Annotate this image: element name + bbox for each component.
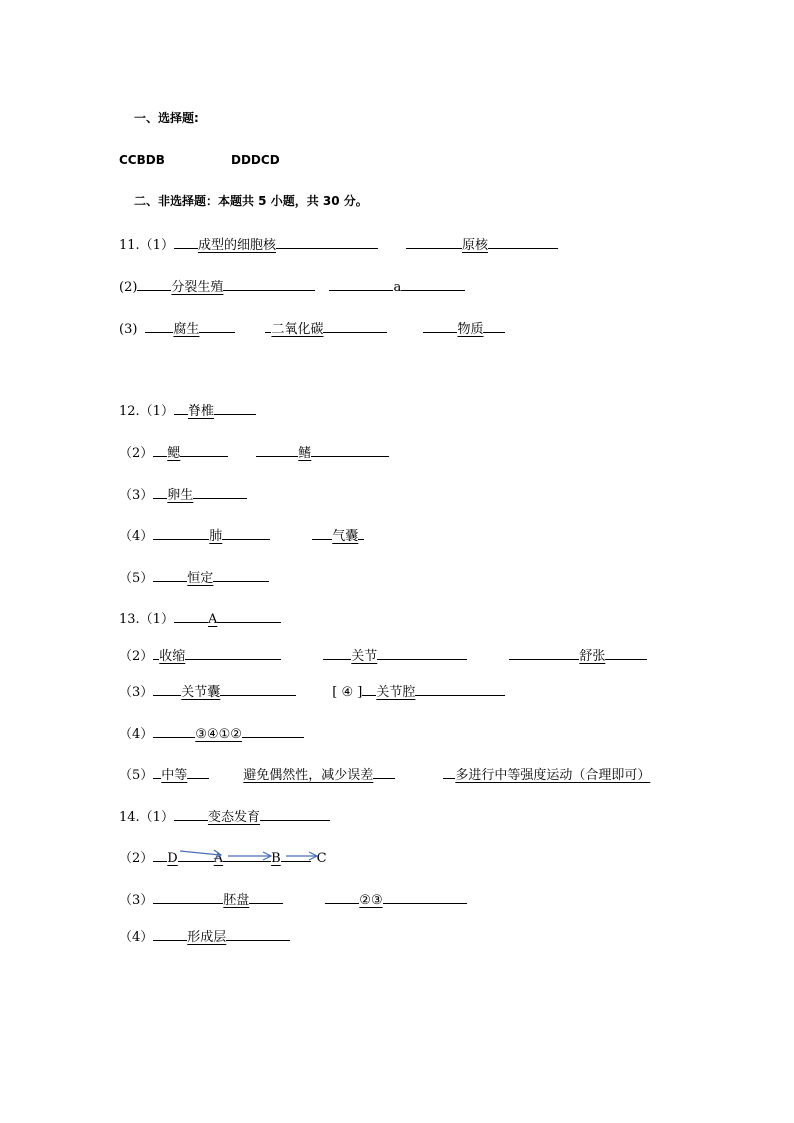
- q13-5-number: （5）: [119, 768, 154, 783]
- choice-answers-6-10: DDDCD: [231, 153, 280, 167]
- blank: [153, 889, 223, 904]
- q12-3-answer-a: 卵生: [167, 488, 194, 503]
- blank: [383, 889, 467, 904]
- q12-1-answer-a: 脊椎: [187, 404, 214, 419]
- q13-3-number: （3）: [119, 685, 154, 700]
- q12-line2: [119, 442, 389, 463]
- blank: [415, 681, 505, 696]
- q12-5-number: （5）: [119, 571, 154, 586]
- q13-5-answer-b: 避免偶然性，减少误差: [243, 768, 374, 783]
- blank: [199, 318, 235, 333]
- blank: [223, 276, 315, 291]
- blank: [153, 525, 209, 540]
- q12-line4: [119, 525, 364, 546]
- q13-line5: [119, 764, 650, 785]
- q13-3-answer-b: 关节腔: [376, 685, 416, 700]
- q13-line4: [119, 723, 304, 744]
- blank: [509, 645, 579, 660]
- blank: [174, 400, 188, 415]
- q14-line1: [119, 806, 330, 827]
- q14-1-answer-a: 变态发育: [207, 810, 260, 825]
- q14-3-answer-a: 胚盘: [223, 893, 250, 908]
- q14-3-answer-b: ②③: [359, 893, 383, 908]
- q14-3-number: （3）: [119, 893, 154, 908]
- blank: [193, 484, 247, 499]
- blank: [377, 645, 467, 660]
- blank: [174, 608, 208, 623]
- q11-1-number: 11.（1）: [119, 238, 174, 253]
- q13-1-answer-a: A: [207, 612, 218, 627]
- q13-line3: [119, 681, 505, 702]
- blank: [174, 234, 198, 249]
- q11-2-answer-a: 分裂生殖: [171, 280, 224, 295]
- blank: [483, 318, 505, 333]
- q11-1-answer-a: 成型的细胞核: [197, 238, 276, 253]
- arrow-icon: [180, 850, 221, 859]
- arrow-icon: [286, 852, 317, 860]
- blank: [174, 806, 208, 821]
- q11-2-answer-b: a: [393, 280, 402, 295]
- q13-2-answer-b: 关节: [351, 649, 378, 664]
- q11-line3: [119, 318, 505, 339]
- blank: [214, 400, 256, 415]
- blank: [217, 608, 281, 623]
- section1-heading: 一、选择题:: [134, 111, 199, 125]
- blank: [153, 681, 181, 696]
- blank: [401, 276, 465, 291]
- sequence-arrows: [174, 846, 334, 866]
- q14-line4: [119, 926, 290, 947]
- q13-1-number: 13.（1）: [119, 612, 174, 627]
- blank: [323, 645, 351, 660]
- blank: [260, 806, 330, 821]
- blank: [137, 276, 171, 291]
- q13-4-answer-a: ③④①②: [195, 727, 242, 742]
- q11-3-number: (3): [119, 322, 138, 337]
- blank: [242, 723, 304, 738]
- q11-3-answer-b: 二氧化碳: [271, 322, 324, 337]
- q12-4-answer-b: 气囊: [332, 529, 359, 544]
- q12-4-answer-a: 肺: [209, 529, 223, 544]
- blank: [153, 567, 187, 582]
- q11-1-answer-b: 原核: [461, 238, 488, 253]
- q14-2-stage-c: C: [316, 851, 327, 866]
- q11-3-answer-a: 腐生: [173, 322, 200, 337]
- blank: [153, 484, 167, 499]
- blank: [222, 525, 270, 540]
- q13-5-answer-c: 多进行中等强度运动（合理即可）: [455, 768, 651, 783]
- blank: [329, 276, 393, 291]
- section2-heading: 二、非选择题：本题共 5 小题，共 30 分。: [134, 194, 368, 208]
- blank: [312, 525, 332, 540]
- blank: [249, 889, 283, 904]
- q14-1-number: 14.（1）: [119, 810, 174, 825]
- blank: [145, 318, 173, 333]
- blank: [311, 442, 389, 457]
- blank: [153, 442, 167, 457]
- q12-line3: [119, 484, 247, 505]
- q12-2-number: （2）: [119, 446, 154, 461]
- q13-3-label-bracket: [ ④ ]: [332, 685, 363, 700]
- q12-2-answer-a: 鳃: [167, 446, 181, 461]
- blank: [358, 525, 364, 540]
- arrow-icon: [228, 852, 271, 860]
- blank: [443, 764, 455, 779]
- blank: [185, 645, 281, 660]
- blank: [153, 723, 195, 738]
- blank: [362, 681, 376, 696]
- blank: [187, 764, 209, 779]
- blank: [373, 764, 395, 779]
- blank: [423, 318, 457, 333]
- blank: [325, 889, 359, 904]
- blank: [213, 567, 269, 582]
- q12-1-number: 12.（1）: [119, 404, 174, 419]
- q13-5-answer-a: 中等: [161, 768, 188, 783]
- q13-line2: [119, 645, 647, 666]
- blank: [153, 847, 167, 862]
- choice-answers-1-5: CCBDB: [119, 153, 165, 167]
- q13-4-number: （4）: [119, 727, 154, 742]
- blank: [406, 234, 462, 249]
- q12-2-answer-b: 鳍: [298, 446, 312, 461]
- q14-2-stage-b: B: [271, 851, 281, 866]
- blank: [226, 926, 290, 941]
- q13-2-answer-c: 舒张: [579, 649, 606, 664]
- q12-4-number: （4）: [119, 529, 154, 544]
- q11-line1: [119, 234, 558, 255]
- blank: [323, 318, 387, 333]
- q13-2-number: （2）: [119, 649, 154, 664]
- q11-2-number: (2): [119, 280, 138, 295]
- q12-line1: [119, 400, 256, 421]
- q13-line1: [119, 608, 281, 629]
- q12-5-answer-a: 恒定: [187, 571, 214, 586]
- blank: [276, 234, 378, 249]
- q14-4-number: （4）: [119, 930, 154, 945]
- q12-3-number: （3）: [119, 488, 154, 503]
- q13-2-answer-a: 收缩: [159, 649, 186, 664]
- q11-3-answer-c: 物质: [457, 322, 484, 337]
- q14-2-stage-d: D: [167, 851, 178, 866]
- blank: [180, 442, 228, 457]
- blank: [256, 442, 298, 457]
- blank: [488, 234, 558, 249]
- q13-3-answer-a: 关节囊: [181, 685, 221, 700]
- blank: [153, 926, 187, 941]
- q14-4-answer-a: 形成层: [187, 930, 227, 945]
- q14-2-stage-a: A: [213, 851, 224, 866]
- q11-line2: [119, 276, 465, 297]
- blank: [605, 645, 647, 660]
- q14-2-number: （2）: [119, 851, 154, 866]
- blank: [220, 681, 296, 696]
- q14-line3: [119, 889, 467, 910]
- q12-line5: [119, 567, 269, 588]
